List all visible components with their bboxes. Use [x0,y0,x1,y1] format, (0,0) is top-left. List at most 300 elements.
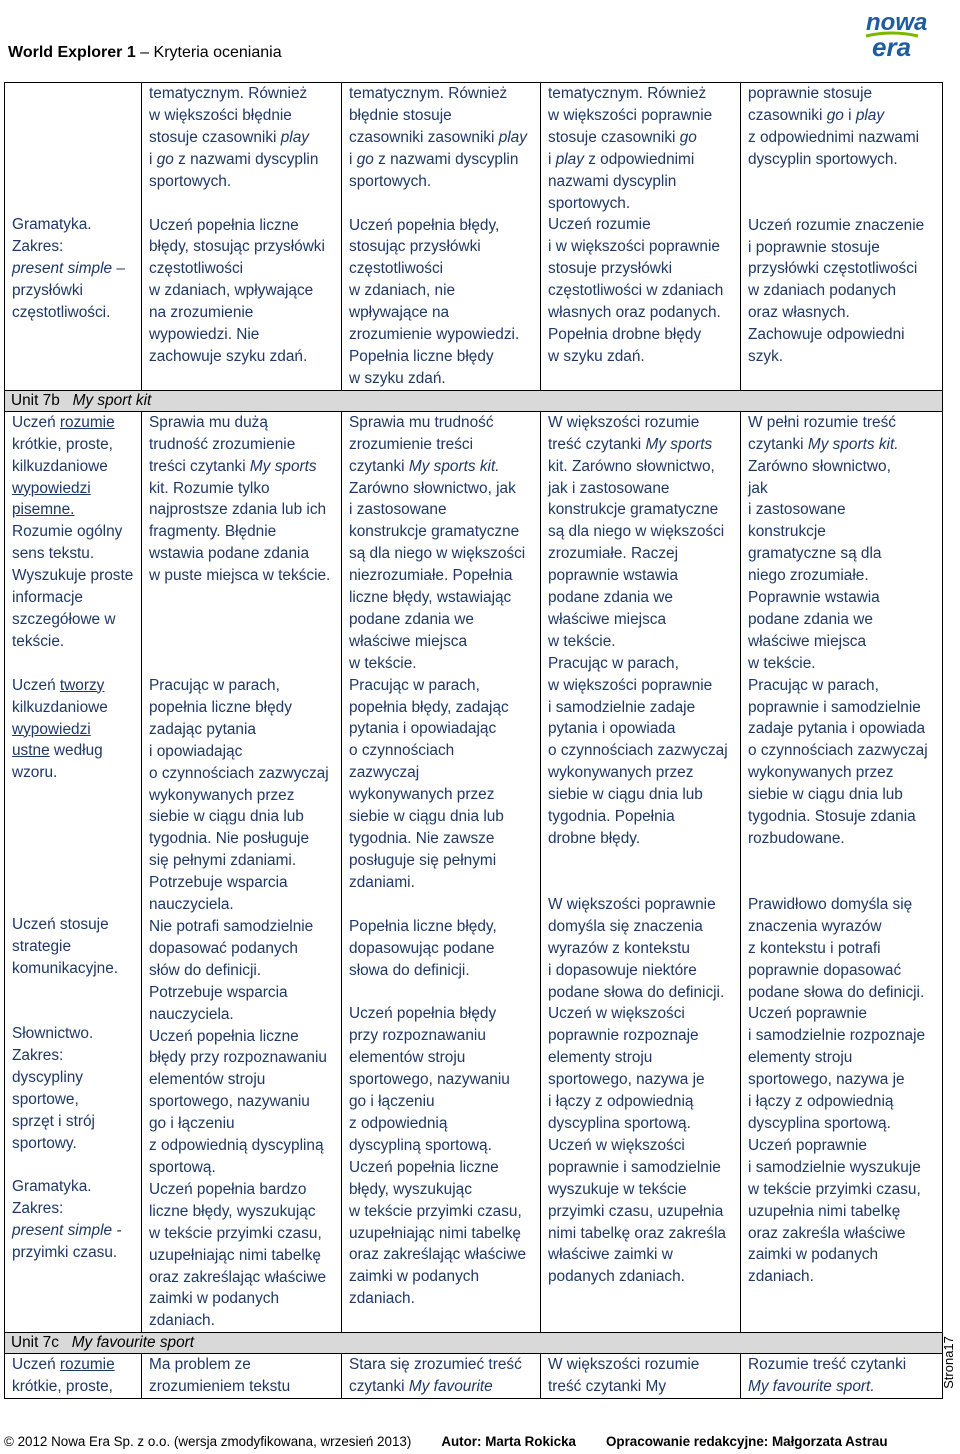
text-line: Rozumie ogólny [12,523,123,541]
text-line: krótkie, proste, [12,435,113,453]
svg-text:era: era [872,32,912,62]
text-line: stosując przysłówki [349,238,481,256]
text-line: Potrzebuje wsparcia [149,983,288,1001]
text-line: wykonywanych przez [349,786,495,804]
text-line: Nie potrafi samodzielnie [149,918,314,935]
text-line: i samodzielnie zadaje [548,698,696,716]
text-line: siebie w ciągu dnia lub [149,808,304,826]
text-line: popełnia błędy, zadając [349,698,509,716]
document-title [8,44,282,62]
text-line: przy rozpoznawaniu [349,1027,486,1045]
text-line: są dla niego w większości [548,523,725,541]
text-line: poprawnie i samodzielnie [748,698,921,716]
author: Autor: Marta Rokicka [441,1434,576,1449]
text-line: W pełni rozumie treść [748,413,896,431]
text-line: zaimki w podanych [748,1246,879,1264]
criterion-block [548,894,737,1004]
text-line: drobne błędy. [548,830,641,847]
text-line: w tekście. [748,654,816,672]
text-line: o czynnościach [349,742,455,760]
footer [4,1434,888,1449]
grammar-label [12,1176,138,1264]
text-line: błędy przy rozpoznawaniu [149,1049,327,1067]
page-number: Strona17 [940,1336,956,1389]
text-line: w tekście. [349,654,417,672]
text-line: wzoru. [12,764,58,782]
text-line: Uczeń popełnia błędy [349,1005,497,1023]
text-line: elementy stroju [748,1049,853,1067]
text-line: z kontekstu i potrafi [748,939,881,957]
criterion-block [548,412,737,653]
speaking-label [12,675,138,785]
text-line: Uczeń popełnia bardzo [149,1180,307,1198]
text-line: w tekście przyimki czasu, [349,1202,522,1220]
text-line: Sprawia mu trudność [349,413,494,431]
text-line: Zarówno słownictwo, [748,457,891,475]
text-line: wypowiedzi [12,479,91,497]
text-line: elementów stroju [149,1071,266,1089]
criterion-block [748,1003,939,1134]
text-line: treść czytanki My [548,1378,667,1396]
text-line: wyrazów z kontekstu [548,939,690,957]
text-line: Zachowuje odpowiedni [748,326,905,344]
text-line: dyscyplina sportową. [748,1114,891,1132]
text-line: zaimki w podanych [349,1268,480,1286]
text-line: Uczeń rozumie [548,216,651,234]
text-line: w szyku zdań. [349,369,446,387]
text-line: częstotliwości [149,260,244,278]
text-line: Uczeń popełnia błędy, [349,216,500,234]
text-line: wykonywanych przez [548,764,694,782]
criterion-block [548,1003,737,1134]
text-line: siebie w ciągu dnia lub [548,786,703,804]
text-line: sportowe, [12,1090,79,1108]
topic-cell [5,411,142,1332]
text-block [748,1354,939,1398]
section-row [5,390,943,411]
text-line: szczegółowe w [12,610,116,628]
text-line: właściwe miejsca [349,632,468,650]
text-line: wpływające na [349,304,450,322]
criterion-block [149,675,338,916]
text-line: treść czytanki My sports [548,435,713,453]
criterion-block [748,894,939,1004]
text-line: Zakres: [12,1200,64,1218]
text-block [548,1354,737,1398]
text-line: podane słowa do definicji. [548,983,725,1001]
grade-cell [342,83,541,391]
text-line: uzupełniając nimi tabelkę [349,1224,521,1242]
text-line: i go z nazwami dyscyplin [149,150,319,168]
text-line: Zakres: [12,237,64,255]
text-line: w tekście przyimki czasu, [149,1224,322,1242]
text-block [149,1354,338,1398]
text-line: nazwami dyscyplin [548,172,677,190]
text-line: słowa do definicji. [349,961,470,979]
text-line: o czynnościach zazwyczaj [748,742,928,760]
text-line: własnych oraz podanych. [548,304,721,322]
text-line: Sprawia mu dużą [149,413,268,431]
text-line: najprostsze zdania lub ich [149,501,327,519]
text-line: rozbudowane. [748,830,845,847]
grade-text [349,412,537,1310]
text-line: pytania i opowiada [548,720,676,738]
text-line: błędnie stosuje [349,106,452,124]
criterion-block [548,1135,737,1288]
text-line: zrozumienie wypowiedzi. [349,326,520,344]
text-line: oraz zakreślając właściwe [149,1268,327,1286]
text-line: Uczeń w większości [548,1005,685,1023]
text-line: i samodzielnie rozpoznaje [748,1027,926,1045]
text-line: sportowego, nazywa je [548,1071,705,1089]
text-line: czytanki My sports kit. [748,435,899,453]
text-block [748,83,939,171]
text-line: zazwyczaj [349,764,420,782]
unit-7c-row [5,1354,943,1399]
text-line: siebie w ciągu dnia lub [748,786,903,804]
text-line: Zarówno słownictwo, jak [349,479,516,497]
text-line: czytanki My favourite [349,1378,493,1396]
text-line: niego zrozumiałe. [748,567,869,585]
text-line: uzupełniając nimi tabelkę [149,1246,321,1264]
text-line: uzupełnia nimi tabelkę [748,1202,901,1220]
text-line: tygodnia. Popełnia [548,808,675,826]
editor: Opracowanie redakcyjne: Małgorzata Astrau [606,1434,888,1449]
grade-cell [142,1354,342,1399]
criterion-block [748,412,939,675]
text-line: Uczeń poprawnie [748,1005,867,1023]
reading-label [12,1354,138,1398]
criterion-block [149,1026,338,1179]
text-line: konstrukcje gramatyczne [349,523,520,541]
strategy-label [12,914,138,980]
text-line: właściwe miejsca [748,632,867,650]
text-line: częstotliwości [349,260,444,278]
text-line: sprzęt i strój [12,1112,95,1130]
text-line: podanych zdaniach. [548,1268,685,1286]
grade-text [149,412,338,1332]
text-line: Pracując w parach, [548,654,679,672]
grade-cell [741,83,943,391]
unit-7b-header: Unit 7b My sport kit [5,390,943,411]
text-line: zdaniami. [349,873,415,891]
text-line: Uczeń w większości [548,1136,685,1154]
text-line: dopasowując podane [349,939,495,957]
text-line: stosuje czasowniki go [548,128,697,146]
text-line: i zastosowane [748,501,846,519]
grade-text [548,412,737,1288]
text-line: wykonywanych przez [149,786,295,804]
text-line: zdaniach. [149,1312,215,1330]
topic-cell [5,83,142,391]
text-line: częstotliwości w zdaniach [548,282,724,300]
text-line: krótkie, proste, [12,1378,113,1396]
text-line: poprawnie wstawia [548,567,679,585]
text-line: w zdaniach podanych [748,282,897,300]
text-line: Gramatyka. [12,216,92,233]
text-line: i dopasowuje niektóre [548,961,697,979]
text-line: elementy stroju [548,1049,653,1067]
text-line: i poprawnie stosuje [748,238,880,256]
text-line: i samodzielnie wyszukuje [748,1158,921,1176]
grammar-label [12,214,138,324]
text-line: w większości błędnie [149,106,292,124]
text-line: błędy, stosując przysłówki [149,238,325,256]
text-line: W większości rozumie [548,1356,700,1374]
text-line: o czynnościach zazwyczaj [149,764,329,782]
text-line: sportowych. [548,194,631,212]
text-line: treści czytanki My sports [149,457,317,475]
text-line: Gramatyka. [12,1178,92,1196]
text-line: z odpowiednią dyscypliną [149,1137,324,1155]
grade-cell [741,1354,943,1399]
text-line: strategie [12,938,72,956]
text-line: błędy, wyszukując [349,1180,472,1198]
text-line: zachowuje szyku zdań. [149,347,308,365]
text-line: są dla niego w większości [349,545,526,563]
grade-cell [541,1354,741,1399]
text-line: Popełnia liczne błędy, [349,917,497,935]
text-line: posługuje się pełnymi [349,851,497,869]
text-line: oraz własnych. [748,304,850,322]
text-line: konstrukcje gramatyczne [548,501,719,519]
text-line: tygodnia. Stosuje zdania [748,808,916,826]
text-line: podane zdania we [349,610,474,628]
text-line: Pracując w parach, [748,676,879,694]
criterion-block [349,1157,537,1310]
criterion-block [349,916,537,982]
text-line: present simple – [12,259,125,277]
text-line: wykonywanych przez [748,764,894,782]
text-line: Rozumie treść czytanki [748,1356,907,1374]
text-line: dyscypliną sportową. [349,1136,492,1154]
text-line: zaimki w podanych [149,1290,280,1308]
text-line: kit. Rozumie tylko [149,479,270,497]
text-line: podane zdania we [748,610,873,628]
text-line: siebie w ciągu dnia lub [349,808,504,826]
text-line: i go z nazwami dyscyplin [349,150,519,168]
text-line: przysłówki częstotliwości [748,260,918,278]
text-line: w większości poprawnie [548,106,713,124]
text-line: zdaniach. [349,1290,415,1308]
text-line: Uczeń rozumie [12,1356,115,1374]
text-line: w tekście przyimki czasu, [748,1180,921,1198]
text-line: z odpowiednią [349,1114,448,1132]
section-row [5,1333,943,1354]
text-line: sportowego, nazywaniu [349,1071,510,1089]
text-line: dopasować podanych [149,939,298,957]
topic-cell [5,1354,142,1399]
text-line: podane słowa do definicji. [748,983,925,1001]
text-line: i łączy z odpowiednią [548,1093,694,1111]
text-block [548,214,737,367]
criterion-block [349,1003,537,1156]
text-line: słów do definicji. [149,961,262,979]
text-line: tygodnia. Nie posługuje [149,830,310,848]
text-line: dyscyplin sportowych. [748,150,898,168]
text-line: dyscyplina sportową. [548,1114,691,1132]
text-line: w szyku zdań. [548,347,645,365]
text-line: dyscypliny [12,1068,83,1086]
text-block [349,83,537,193]
text-line: Ma problem ze [149,1356,251,1374]
title-rest: – Kryteria oceniania [135,44,282,61]
criterion-block [349,412,537,675]
text-line: w większości poprawnie [548,676,713,694]
criterion-block [548,653,737,850]
text-line: W większości poprawnie [548,895,716,913]
text-line: go i łączeniu [349,1093,435,1111]
text-line: się pełnymi zdaniami. [149,852,297,870]
text-line: sens tekstu. [12,545,95,563]
grade-cell [142,411,342,1332]
text-line: popełnia liczne błędy [149,698,292,716]
text-line: zrozumiałe. Raczej [548,545,679,563]
text-line: znaczenia wyrazów [748,917,882,935]
text-line: jak [748,479,768,497]
text-line: sportowy. [12,1134,77,1152]
text-line: kilkuzdaniowe [12,457,108,475]
text-block [349,1354,537,1398]
text-line: wstawia podane zdania [149,545,310,563]
text-line: go i łączeniu [149,1115,235,1133]
text-line: poprawnie dopasować [748,961,902,979]
text-line: tematycznym. Również [349,85,508,102]
text-line: nauczyciela. [149,1005,234,1023]
text-line: w puste miejsca w tekście. [149,567,331,585]
text-line: stosuje czasowniki play [149,128,309,146]
text-block [548,83,737,214]
text-line: Uczeń rozumie znaczenie [748,216,925,234]
text-line: gramatyczne są dla [748,545,882,563]
text-line: Popełnia drobne błędy [548,325,702,343]
text-line: i w większości poprawnie [548,238,720,256]
text-line: w tekście. [548,632,616,650]
text-line: właściwe miejsca [548,610,667,628]
svg-text:nowa: nowa [866,9,928,36]
text-line: oraz zakreśla właściwe [748,1224,906,1242]
text-line: present simple - [12,1222,122,1240]
grammar-row [5,83,943,391]
text-line: kilkuzdaniowe [12,698,108,716]
text-block [149,215,338,368]
text-line: fragmenty. Błędnie [149,523,277,541]
text-line: w zdaniach, nie [349,282,456,300]
text-line: Potrzebuje wsparcia [149,874,288,892]
text-line: Poprawnie wstawia [748,589,880,607]
text-line: Pracując w parach, [149,677,280,695]
text-line: liczne błędy, wyszukując [149,1202,316,1220]
grade-cell [342,1354,541,1399]
nowa-era-logo [862,6,928,62]
text-line: i opowiadając [149,742,243,760]
text-line: sportową. [149,1158,216,1176]
text-line: zrozumienie treści [349,435,474,453]
text-line: sportowego, nazywa je [748,1071,905,1089]
criterion-block [149,916,338,1026]
text-line: Uczeń tworzy [12,676,105,694]
text-line: Stara się zrozumieć treść [349,1356,522,1374]
text-line: kit. Zarówno słownictwo, [548,457,715,475]
text-line: czytanki My sports kit. [349,457,500,475]
text-line: jak i zastosowane [548,479,670,497]
text-line: zadając pytania [149,720,256,738]
text-line: poprawnie i samodzielnie [548,1158,721,1176]
text-line: tematycznym. Również [548,85,707,102]
text-line: W większości rozumie [548,413,700,431]
series-name: World Explorer 1 [8,44,136,61]
text-line: niezrozumiałe. Popełnia [349,567,513,585]
text-line: i zastosowane [349,501,447,519]
text-line: zdaniach. [748,1268,814,1286]
grade-cell [342,411,541,1332]
grade-cell [142,83,342,391]
text-line: ustne według [12,742,103,760]
text-line: właściwe zaimki w [548,1246,673,1264]
grade-text [748,412,939,1288]
text-line: wyszukuje w tekście [548,1180,687,1198]
text-line: konstrukcje [748,523,826,541]
text-line: Uczeń popełnia liczne [349,1158,499,1176]
text-line: sportowych. [349,172,432,190]
text-line: elementów stroju [349,1049,466,1067]
text-line: Pracując w parach, [349,676,480,694]
text-line: częstotliwości. [12,303,111,321]
text-line: przyimki czasu. [12,1244,118,1262]
text-line: czasowniki go i play [748,106,885,124]
text-line: My favourite sport. [748,1378,875,1396]
text-line: Prawidłowo domyśla się [748,895,913,913]
criterion-block [349,675,537,894]
text-line: poprawnie rozpoznaje [548,1027,699,1045]
criterion-block [149,1179,338,1332]
text-line: zrozumieniem tekstu [149,1378,291,1396]
text-line: zadaje pytania i opowiada [748,720,926,738]
text-line: szyk. [748,348,784,366]
text-line: oraz zakreślając właściwe [349,1246,527,1264]
text-line: tekście. [12,632,65,650]
copyright: © 2012 Nowa Era Sp. z o.o. (wersja zmodyfikowana, wrzesień 2013) [4,1434,412,1449]
text-line: Uczeń popełnia liczne [149,216,299,234]
text-line: informacje [12,589,83,607]
text-line: z odpowiednimi nazwami [748,128,920,146]
criterion-block [748,675,939,850]
text-line: liczne błędy, wstawiając [349,589,512,607]
text-line: poprawnie stosuje [748,85,873,102]
grade-cell [541,411,741,1332]
text-line: czasowniki zasowniki play [349,128,527,146]
text-line: Uczeń poprawnie [748,1136,867,1154]
text-line: na zrozumienie [149,304,254,322]
text-line: Wyszukuje proste [12,567,134,585]
text-line: komunikacyjne. [12,960,119,978]
text-line: Zakres: [12,1046,64,1064]
text-line: Uczeń rozumie [12,413,115,431]
text-line: podane zdania we [548,589,673,607]
text-line: o czynnościach zazwyczaj [548,742,728,760]
text-line: Uczeń stosuje [12,916,109,934]
text-line: przyimki czasu, uzupełnia [548,1202,724,1220]
criteria-table [4,82,943,1399]
text-line: pisemne. [12,501,75,519]
grade-cell [541,83,741,391]
text-line: stosuje przysłówki [548,260,673,278]
text-line: Uczeń popełnia liczne [149,1027,299,1045]
text-line: pytania i opowiadając [349,720,497,738]
text-line: domyśla się znaczenia [548,917,703,935]
text-line: Słownictwo. [12,1025,94,1042]
text-block [149,83,338,193]
